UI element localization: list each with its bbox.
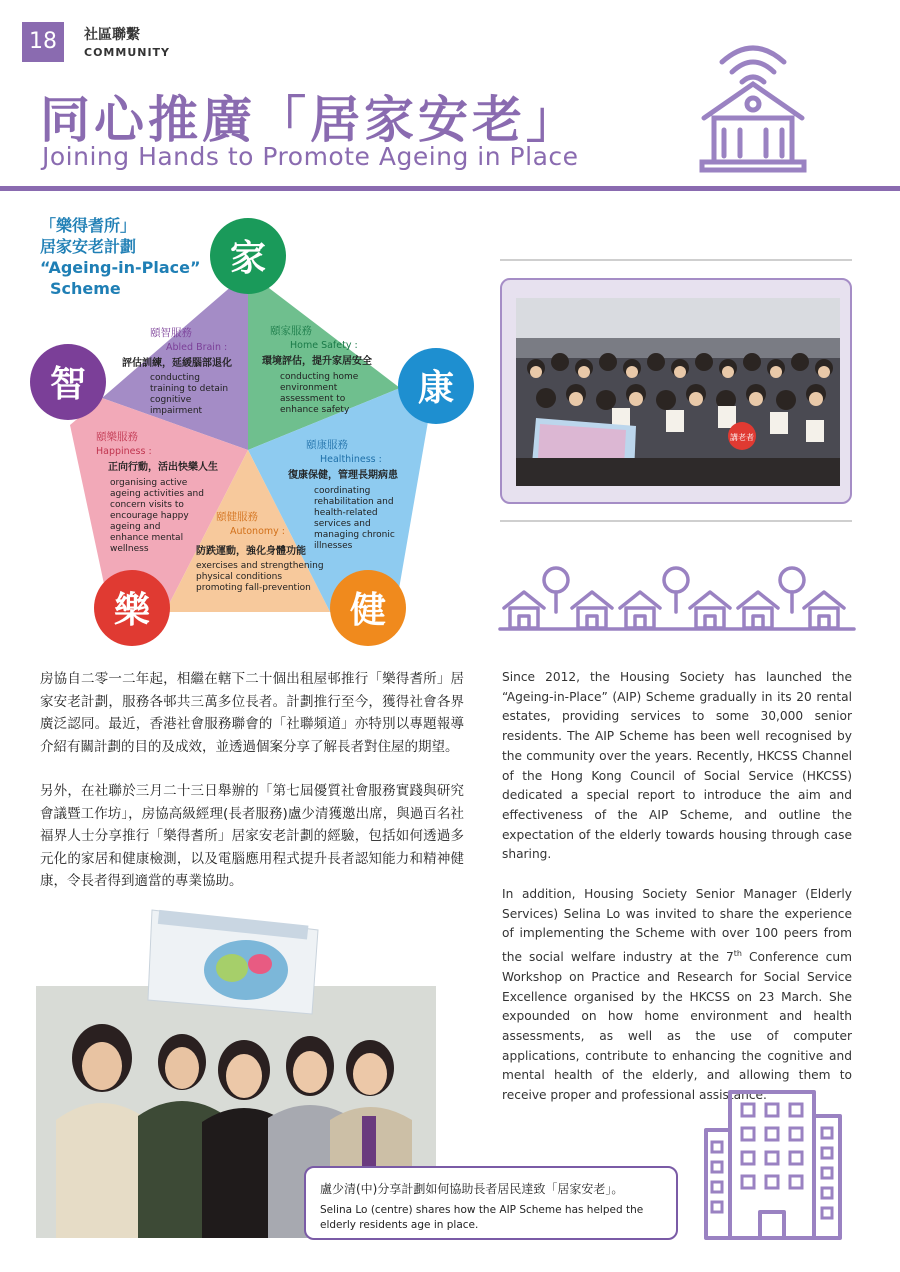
abled-brain-name-zh: 頤智服務 (150, 327, 192, 339)
body-text-en (502, 668, 852, 1106)
happiness-name-zh: 頤樂服務 (96, 431, 138, 443)
happiness-desc-en-5: ageing and (110, 522, 161, 532)
autonomy-desc-en-2: physical conditions (196, 572, 283, 582)
scheme-label-line-3: “Ageing-in-Place” (40, 258, 201, 277)
home-safety-desc-en-2: environment (280, 383, 338, 393)
healthiness-desc-en-3: health-related (314, 508, 378, 518)
home-safety-desc-en-3: assessment to (280, 394, 346, 404)
caption-zh: 盧少清(中)分享計劃如何協助長者居民達致「居家安老」。 (320, 1182, 624, 1196)
scheme-label-line-2: 居家安老計劃 (40, 237, 137, 256)
body-text-zh (40, 668, 464, 893)
healthiness-name-en: Healthiness : (320, 454, 382, 465)
section-label-zh: 社區聯繫 (84, 27, 140, 43)
autonomy-name-zh: 頤健服務 (216, 511, 258, 523)
home-safety-desc-en-1: conducting home (280, 372, 359, 382)
happiness-name-en: Happiness : (96, 446, 152, 457)
body-en-paragraph-2-sup: th (733, 949, 742, 959)
healthiness-desc-en-4: services and (314, 519, 371, 529)
page-title-en: Joining Hands to Promote Ageing in Place (42, 142, 579, 171)
smart-house-icon (694, 36, 812, 176)
body-zh-paragraph-2: 另外，在社聯於三月二十三日舉辦的「第七屆優質社會服務實踐與研究會議暨工作坊」，房協高級經理(長者服務)盧少清獲邀出席，與過百名社福界人士分享推行「樂得耆所」居家安老計劃的經驗，包括如何透過多元化的家居和健康檢測，以及電腦應用程式提升長者認知能力和精神健康，令長者得到適當的專業協助。 (40, 783, 464, 889)
healthiness-desc-zh: 復康保健，管理長期病患 (288, 470, 398, 481)
event-photo-frame (500, 278, 852, 504)
body-en-paragraph-2 (502, 885, 852, 1106)
body-en-paragraph-2-start: In addition, Housing Society Senior Manager (Elderly Services) Selina Lo was invited to share the experience of implementing the Scheme with over 100 peers from the social welfare industry at the 7 (502, 887, 852, 965)
healthiness-name-zh: 頤康服務 (306, 439, 348, 451)
happiness-desc-en-6: enhance mental (110, 533, 184, 543)
home-safety-name-zh: 頤家服務 (270, 325, 312, 337)
abled-brain-desc-en-1: conducting (150, 373, 200, 383)
healthiness-desc-en-5: managing chronic (314, 530, 395, 540)
autonomy-desc-en-3: promoting fall-prevention (196, 583, 311, 593)
healthiness-desc-en-2: rehabilitation and (314, 497, 394, 507)
happiness-desc-en-1: organising active (110, 478, 188, 488)
divider-top (500, 259, 852, 261)
happiness-desc-en-7: wellness (110, 544, 149, 554)
body-en-paragraph-1: Since 2012, the Housing Society has launched the “Ageing-in-Place” (AIP) Scheme gradually in its 20 rental estates, providing services to some 30,000 senior residents. The AIP Scheme has been well recognised by the community over the years. Recently, HKCSS Channel of the Hong Kong Council of Social Service (HKCSS) dedicated a special report to introduce the aim and effectiveness of the AIP Scheme, and outline the expectation of the elderly towards housing through case sharing. (502, 670, 852, 862)
healthiness-desc-en-6: illnesses (314, 541, 353, 551)
page-number: 18 (22, 22, 64, 62)
happiness-desc-en-2: ageing activities and (110, 489, 204, 499)
abled-brain-desc-en-4: impairment (150, 406, 203, 416)
abled-brain-desc-en-3: cognitive (150, 395, 192, 405)
circle-health-label: 康 (417, 368, 455, 409)
houses-trees-illustration (500, 562, 854, 632)
scheme-label-line-1: 「樂得耆所」 (40, 216, 137, 235)
home-safety-desc-en-4: enhance safety (280, 405, 350, 415)
healthiness-desc-en-1: coordinating (314, 486, 371, 496)
caption-en: Selina Lo (centre) shares how the AIP Scheme has helped the elderly residents age in place. (320, 1204, 644, 1231)
event-group-photo (516, 298, 840, 486)
abled-brain-desc-zh: 評估訓練，延緩腦部退化 (122, 358, 232, 369)
home-safety-name-en: Home Safety : (290, 340, 358, 351)
body-en-paragraph-2-end: Conference cum Workshop on Practice and Research for Social Service Excellence organised by the HKCSS on 23 March. She expounded on how home environment and health assessments, as well as the use of computer applications, contribute to enhancing the cognitive and mental health of the elderly, and allowing them to receive proper and professional assistance. (502, 950, 852, 1103)
services-pentagon-diagram (30, 200, 455, 660)
header-rule (0, 186, 900, 191)
abled-brain-name-en: Abled Brain : (166, 342, 228, 353)
circle-home-label: 家 (229, 238, 267, 279)
home-safety-desc-zh: 環境評估，提升家居安全 (262, 356, 372, 367)
photo-caption (304, 1166, 678, 1240)
section-label-en: COMMUNITY (84, 46, 171, 59)
abled-brain-desc-en-2: training to detain (150, 384, 229, 394)
circle-happiness-label: 樂 (113, 590, 151, 631)
happiness-desc-zh: 正向行動，活出快樂人生 (108, 462, 218, 473)
happiness-desc-en-4: encourage happy (110, 511, 189, 521)
page-title-zh: 同心推廣「居家安老」 (40, 91, 580, 149)
autonomy-desc-en-1: exercises and strengthening (196, 561, 324, 571)
body-zh-paragraph-1: 房協自二零一二年起，相繼在轄下二十個出租屋邨推行「樂得耆所」居家安老計劃，服務各邨共三萬多位長者。計劃推行至今，獲得社會各界廣泛認同。最近，香港社會服務聯會的「社聯頻道」亦特別以專題報導介紹有關計劃的目的及成效，並透過個案分享了解長者對住屋的期望。 (40, 671, 464, 755)
autonomy-desc-zh: 防跌運動，強化身體功能 (196, 546, 306, 557)
autonomy-name-en: Autonomy : (230, 526, 285, 537)
scheme-label-line-4: Scheme (50, 279, 121, 298)
circle-strength-label: 健 (349, 590, 387, 631)
buildings-icon (700, 1086, 846, 1242)
divider-bottom (500, 520, 852, 522)
happiness-desc-en-3: concern visits to (110, 500, 184, 510)
event-photo-sign: 講老者 (730, 433, 754, 442)
circle-wisdom-label: 智 (49, 364, 87, 405)
